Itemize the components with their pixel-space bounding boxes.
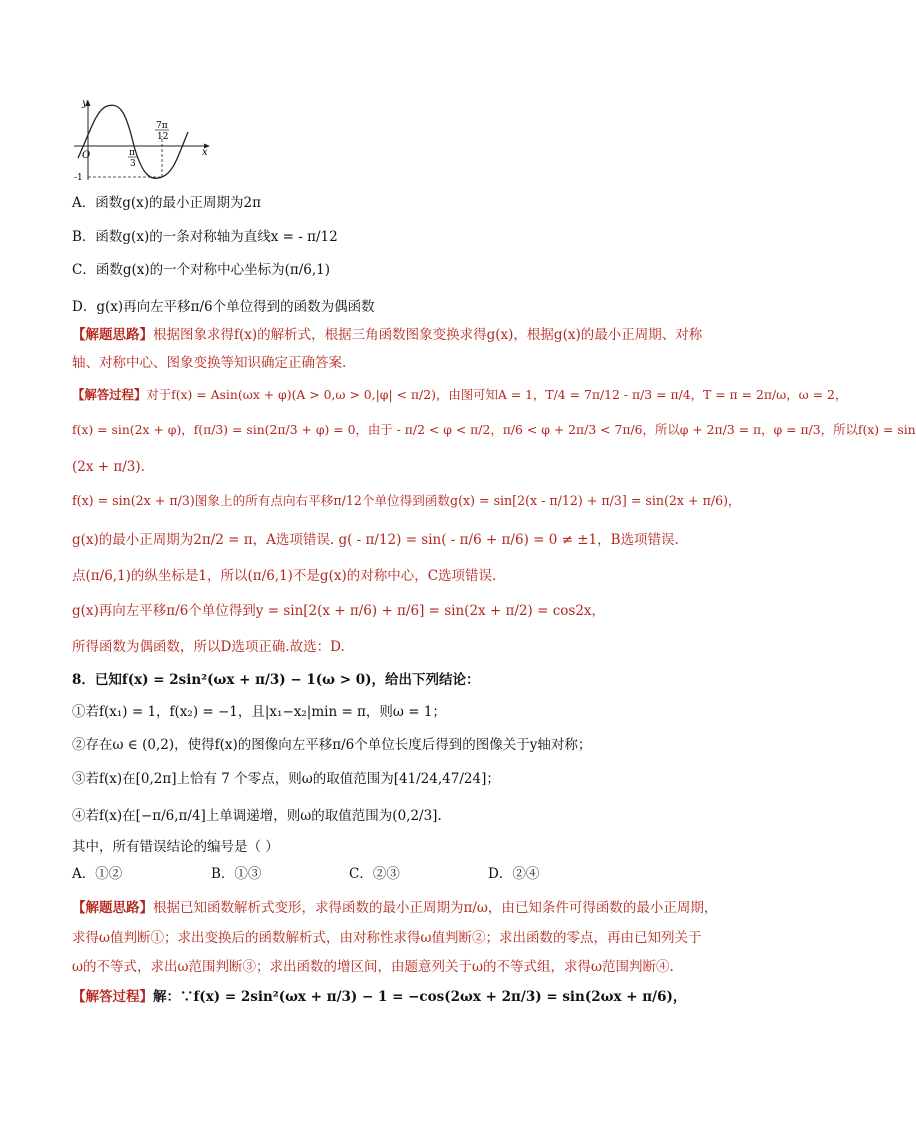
q7-proc-line-2: f(x) = sin(2x + φ)，f(π/3) = sin(2π/3 + φ) = 0，由于 - π/2 < φ < π/2，π/6 < φ + 2π/3 < 7π/6，所以φ + 2π/3 = π，φ = π/3，所以f(x) = sin xyxy=(72,422,916,437)
tick-label-7pi12-den: 12 xyxy=(157,132,169,142)
q7-option-c: C．函数g(x)的一个对称中心坐标为(π/6,1) xyxy=(72,262,331,278)
q7-proc-line-3: (2x + π/3). xyxy=(72,459,145,475)
q7-proc-text-1: 对于f(x) = Asin(ωx + φ)(A > 0,ω > 0,|φ| < π/2)，由图可知A = 1，T/4 = 7π/12 - π/3 = π/4，T = π = 2π/ω，ω = 2， xyxy=(146,387,848,402)
sine-graph xyxy=(70,92,220,184)
tick-label-pi3-den: 3 xyxy=(130,159,136,169)
q8-option-d: D．②④ xyxy=(488,866,540,882)
q7-option-a: A．函数g(x)的最小正周期为2π xyxy=(72,195,261,211)
q7-option-b: B．函数g(x)的一条对称轴为直线x = - π/12 xyxy=(72,229,338,245)
q8-idea-line-1 xyxy=(72,898,717,918)
q8-idea-text-1: 根据已知函数解析式变形，求得函数的最小正周期为π/ω，由已知条件可得函数的最小正周期， xyxy=(153,900,718,916)
q7-idea-tag: 【解题思路】 xyxy=(72,327,153,343)
q8-option-c: C．②③ xyxy=(349,866,400,882)
q7-option-d: D．g(x)再向左平移π/6个单位得到的函数为偶函数 xyxy=(72,299,375,315)
q8-option-b: B．①③ xyxy=(211,866,262,882)
x-axis-label: x xyxy=(202,147,208,158)
q7-proc-line-6: 点(π/6,1)的纵坐标是1，所以(π/6,1)不是g(x)的对称中心，C选项错误. xyxy=(72,568,497,584)
y-axis-label: y xyxy=(82,98,88,109)
q7-proc-line-5: g(x)的最小正周期为2π/2 = π，A选项错误. g( - π/12) = sin( - π/6 + π/6) = 0 ≠ ±1，B选项错误. xyxy=(72,532,679,548)
q8-statement-3: ③若f(x)在[0,2π]上恰有 7 个零点，则ω的取值范围为[41/24,47/24]； xyxy=(72,771,500,787)
q8-statement-4: ④若f(x)在[−π/6,π/4]上单调递增，则ω的取值范围为(0,2/3]. xyxy=(72,808,442,824)
q8-idea-line-2: 求得ω值判断①；求出变换后的函数解析式，由对称性求得ω值判断②；求出函数的零点，再由已知列关于 xyxy=(72,930,702,946)
q8-proc-text-1: 解：∵f(x) = 2sin²(ωx + π/3) − 1 = −cos(2ωx + 2π/3) = sin(2ωx + π/6)， xyxy=(153,989,687,1005)
q8-statement-2: ②存在ω ∈ (0,2)，使得f(x)的图像向左平移π/6个单位长度后得到的图像关于y轴对称； xyxy=(72,737,592,753)
tick-label-7pi12-num: 7π xyxy=(156,121,168,131)
q8-idea-line-3: ω的不等式，求出ω范围判断③；求出函数的增区间，由题意列关于ω的不等式组，求得ω范围判断④. xyxy=(72,959,674,975)
q7-proc-line-7: g(x)再向左平移π/6个单位得到y = sin[2(x + π/6) + π/6] = sin(2x + π/2) = cos2x， xyxy=(72,603,606,619)
q7-proc-line-4: f(x) = sin(2x + π/3)图象上的所有点向右平移π/12个单位得到函数g(x) = sin[2(x - π/12) + π/3] = sin(2x + π/6)， xyxy=(72,493,741,508)
q8-ask: 其中，所有错误结论的编号是（ ） xyxy=(72,839,279,855)
q7-proc-line-8: 所得函数为偶函数，所以D选项正确.故选：D. xyxy=(72,639,345,655)
q7-idea-text-1: 根据图象求得f(x)的解析式，根据三角函数图象变换求得g(x)，根据g(x)的最小正周期、对称 xyxy=(153,327,703,343)
q8-proc-tag: 【解答过程】 xyxy=(72,989,153,1005)
q8-idea-tag: 【解题思路】 xyxy=(72,900,153,916)
q8-proc-line-1 xyxy=(72,987,686,1007)
q8-statement-1: ①若f(x₁) = 1，f(x₂) = −1，且|x₁−x₂|min = π，则ω = 1； xyxy=(72,704,446,720)
q7-proc-line-1 xyxy=(72,385,847,405)
origin-label: O xyxy=(82,150,91,161)
q8-stem: 8．已知f(x) = 2sin²(ωx + π/3) − 1(ω > 0)，给出下列结论： xyxy=(72,672,480,688)
q7-idea-line-2: 轴、对称中心、图象变换等知识确定正确答案. xyxy=(72,355,347,371)
min-value-label: -1 xyxy=(74,173,83,183)
q7-proc-tag: 【解答过程】 xyxy=(72,387,147,402)
q7-idea-line-1 xyxy=(72,325,702,345)
tick-label-pi3-num: π xyxy=(129,148,135,158)
q8-option-a: A．①② xyxy=(72,866,123,882)
